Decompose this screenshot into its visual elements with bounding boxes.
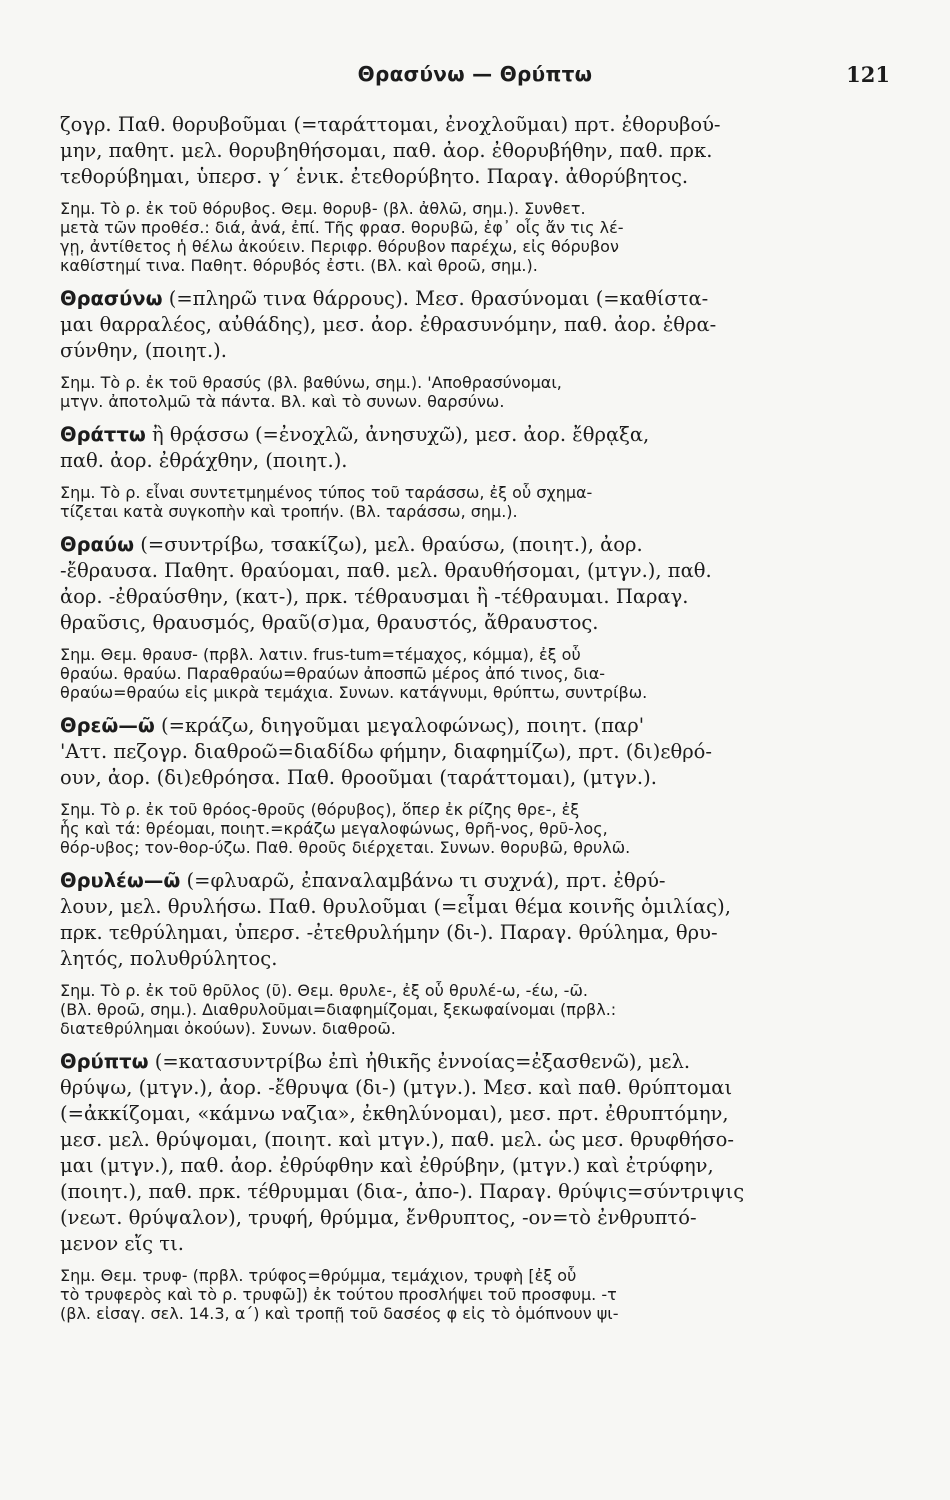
text-line: ἀορ. -ἐθραύσθην, (κατ-), πρκ. τέθραυσμαι ἢ -τέθραυμαι. Παραγ. [60,585,689,608]
text-line: θόρ-υβος; τον-θορ-ύζω. Παθ. θροῦς διέρχεται. Συνων. θορυβῶ, θρυλῶ. [60,838,631,857]
note-block [60,1266,830,1323]
text-line: (βλ. εἰσαγ. σελ. 14.3, α΄) καὶ τροπῇ τοῦ δασέος φ εἰς τὸ ὁμόπνουν ψι- [60,1304,619,1323]
text-line-rest: (=φλυαρῶ, ἐπαναλαμβάνω τι συχνά), πρτ. ἐθρύ- [180,869,666,892]
note-block [60,483,830,521]
note-block [60,645,830,702]
entry-thrypto [60,1049,830,1257]
text-line: 'Αττ. πεζογρ. διαθροῶ=διαδίδω φήμην, διαφημίζω), πρτ. (δι)εθρό- [60,740,713,763]
text-line [60,422,830,448]
text-line: μην, παθητ. μελ. θορυβηθήσομαι, παθ. ἀορ. ἐθορυβήθην, παθ. πρκ. [60,139,713,162]
entry-thryleo [60,868,830,972]
note-block [60,981,830,1038]
entry-thratto [60,422,830,474]
lemma: Θρεῶ—ῶ [60,714,155,737]
text-line: γῃ, ἀντίθετος ἡ θέλω ἀκούειν. Περιφρ. θόρυβον παρέχω, εἰς θόρυβον [60,237,619,256]
text-line [60,286,830,312]
entry-threo [60,713,830,791]
text-line-rest: (=πληρῶ τινα θάρρους). Μεσ. θρασύνομαι (=καθίστα- [162,287,709,310]
text-line: ουν, ἀορ. (δι)εθρόησα. Παθ. θροοῦμαι (ταράττομαι), (μτγν.). [60,766,657,789]
text-line: καθίστημί τινα. Παθητ. θόρυβός ἐστι. (Βλ. καὶ θροῶ, σημ.). [60,256,538,275]
text-line: θραῦσις, θραυσμός, θραῦ(σ)μα, θραυστός, ἄθραυστος. [60,611,599,634]
text-line: ζογρ. Παθ. θορυβοῦμαι (=ταράττομαι, ἐνοχλοῦμαι) πρτ. ἐθορυβού- [60,113,721,136]
text-line: παθ. ἀορ. ἐθράχθην, (ποιητ.). [60,449,348,472]
text-line: μετὰ τῶν προθέσ.: διά, ἀνά, ἐπί. Τῆς φρασ. θορυβῶ, ἐφ᾽ οἷς ἄν τις λέ- [60,218,624,237]
dictionary-body [60,112,830,1334]
text-line: λουν, μελ. θρυλήσω. Παθ. θρυλοῦμαι (=εἶμαι θέμα κοινῆς ὁμιλίας), [60,895,731,918]
text-line: διατεθρύλημαι ὀκούων). Συνων. διαθροῶ. [60,1019,396,1038]
text-line: θραύω. θραύω. Παραθραύω=θραύων ἀποσπῶ μέρος ἀπό τινος, δια- [60,664,606,683]
text-line: μαι (μτγν.), παθ. ἀορ. ἐθρύφθην καὶ ἐθρύβην, (μτγν.) καὶ ἐτρύφην, [60,1154,714,1177]
text-line: μενον εἴς τι. [60,1232,184,1255]
text-line: μαι θαρραλέος, αὐθάδης), μεσ. ἀορ. ἐθρασυνόμην, παθ. ἀορ. ἐθρα- [60,313,717,336]
text-line: (νεωτ. θρύψαλον), τρυφή, θρύμμα, ἔνθρυπτος, -ον=τὸ ἐνθρυπτό- [60,1206,697,1229]
entry-thrauo [60,532,830,636]
text-line: Σημ. Τὸ ρ. ἐκ τοῦ θρόος-θροῦς (θόρυβος), ὅπερ ἐκ ρίζης θρε-, ἐξ [60,800,580,819]
text-line-rest: ἢ θρᾴσσω (=ἐνοχλῶ, ἀνησυχῶ), μεσ. ἀορ. ἔθρᾳξα, [145,423,650,446]
text-line: πρκ. τεθρύλημαι, ὑπερσ. -ἐτεθρυλήμην (δι-). Παραγ. θρύλημα, θρυ- [60,921,718,944]
text-line-rest: (=κράζω, διηγοῦμαι μεγαλοφώνως), ποιητ. (παρ' [154,714,645,737]
text-line: λητός, πολυθρύλητος. [60,947,278,970]
page-number: 121 [846,62,890,87]
lemma: Θράττω [60,423,146,446]
text-line [60,532,830,558]
text-line: τεθορύβημαι, ὑπερσ. γ΄ ἑνικ. ἐτεθορύβητο. Παραγ. ἀθορύβητος. [60,165,689,188]
text-line: Σημ. Τὸ ρ. εἶναι συντετμημένος τύπος τοῦ ταράσσω, ἐξ οὗ σχημα- [60,483,593,502]
text-line: Σημ. Τὸ ρ. ἐκ τοῦ θρασύς (βλ. βαθύνω, σημ.). 'Αποθρασύνομαι, [60,373,562,392]
text-line: Σημ. Θεμ. θραυσ- (πρβλ. λατιν. frus-tum=τέμαχος, κόμμα), ἐξ οὗ [60,645,581,664]
note-block [60,199,830,275]
text-line [60,868,830,894]
text-line [60,1049,830,1075]
text-line: τὸ τρυφερὸς καὶ τὸ ρ. τρυφῶ]) ἐκ τούτου προσλήψει τοῦ προσφυμ. -τ [60,1285,617,1304]
lemma: Θραύω [60,533,135,556]
note-block [60,373,830,411]
note-block [60,800,830,857]
text-line: (Βλ. θροῶ, σημ.). Διαθρυλοῦμαι=διαφημίζομαι, ξεκωφαίνομαι (πρβλ.: [60,1000,617,1019]
text-line: μεσ. μελ. θρύψομαι, (ποιητ. καὶ μτγν.), παθ. μελ. ὡς μεσ. θρυφθήσο- [60,1128,734,1151]
page-header [60,62,890,92]
text-line: ἧς καὶ τά: θρέομαι, ποιητ.=κράζω μεγαλοφώνως, θρῆ-νος, θρῦ-λος, [60,819,608,838]
text-line: (=ἀκκίζομαι, «κάμνω ναζια», ἐκθηλύνομαι), μεσ. πρτ. ἐθρυπτόμην, [60,1102,729,1125]
text-line: θρύψω, (μτγν.), ἀορ. -ἔθρυψα (δι-) (μτγν.). Μεσ. καὶ παθ. θρύπτομαι [60,1076,733,1099]
text-line: -ἔθραυσα. Παθητ. θραύομαι, παθ. μελ. θραυθήσομαι, (μτγν.), παθ. [60,559,712,582]
entry-continuation [60,112,830,190]
text-line: Σημ. Τὸ ρ. ἐκ τοῦ θρῦλος (ῦ). Θεμ. θρυλε-, ἐξ οὗ θρυλέ-ω, -έω, -ῶ. [60,981,588,1000]
text-line: μτγν. ἀποτολμῶ τὰ πάντα. Βλ. καὶ τὸ συνων. θαρσύνω. [60,392,505,411]
text-line: Σημ. Θεμ. τρυφ- (πρβλ. τρύφος=θρύμμα, τεμάχιον, τρυφὴ [ἐξ οὗ [60,1266,577,1285]
text-line [60,713,830,739]
lemma: Θρυλέω—ῶ [60,869,181,892]
text-line-rest: (=συντρίβω, τσακίζω), μελ. θραύσω, (ποιητ.), ἀορ. [134,533,643,556]
text-line: Σημ. Τὸ ρ. ἐκ τοῦ θόρυβος. Θεμ. θορυβ- (βλ. ἀθλῶ, σημ.). Συνθετ. [60,199,586,218]
lemma: Θρασύνω [60,287,163,310]
entry-thrasyno [60,286,830,364]
text-line: θραύω=θραύω εἰς μικρὰ τεμάχια. Συνων. κατάγνυμι, θρύπτω, συντρίβω. [60,683,648,702]
text-line: τίζεται κατὰ συγκοπὴν καὶ τροπήν. (Βλ. ταράσσω, σημ.). [60,502,518,521]
text-line: σύνθην, (ποιητ.). [60,339,227,362]
lemma: Θρύπτω [60,1050,149,1073]
text-line: (ποιητ.), παθ. πρκ. τέθρυμμαι (δια-, ἀπο-). Παραγ. θρύψις=σύντριψις [60,1180,745,1203]
text-line-rest: (=κατασυντρίβω ἐπὶ ἠθικῆς ἐννοίας=ἐξασθενῶ), μελ. [148,1050,691,1073]
running-head: Θρασύνω — Θρύπτω [357,62,593,86]
